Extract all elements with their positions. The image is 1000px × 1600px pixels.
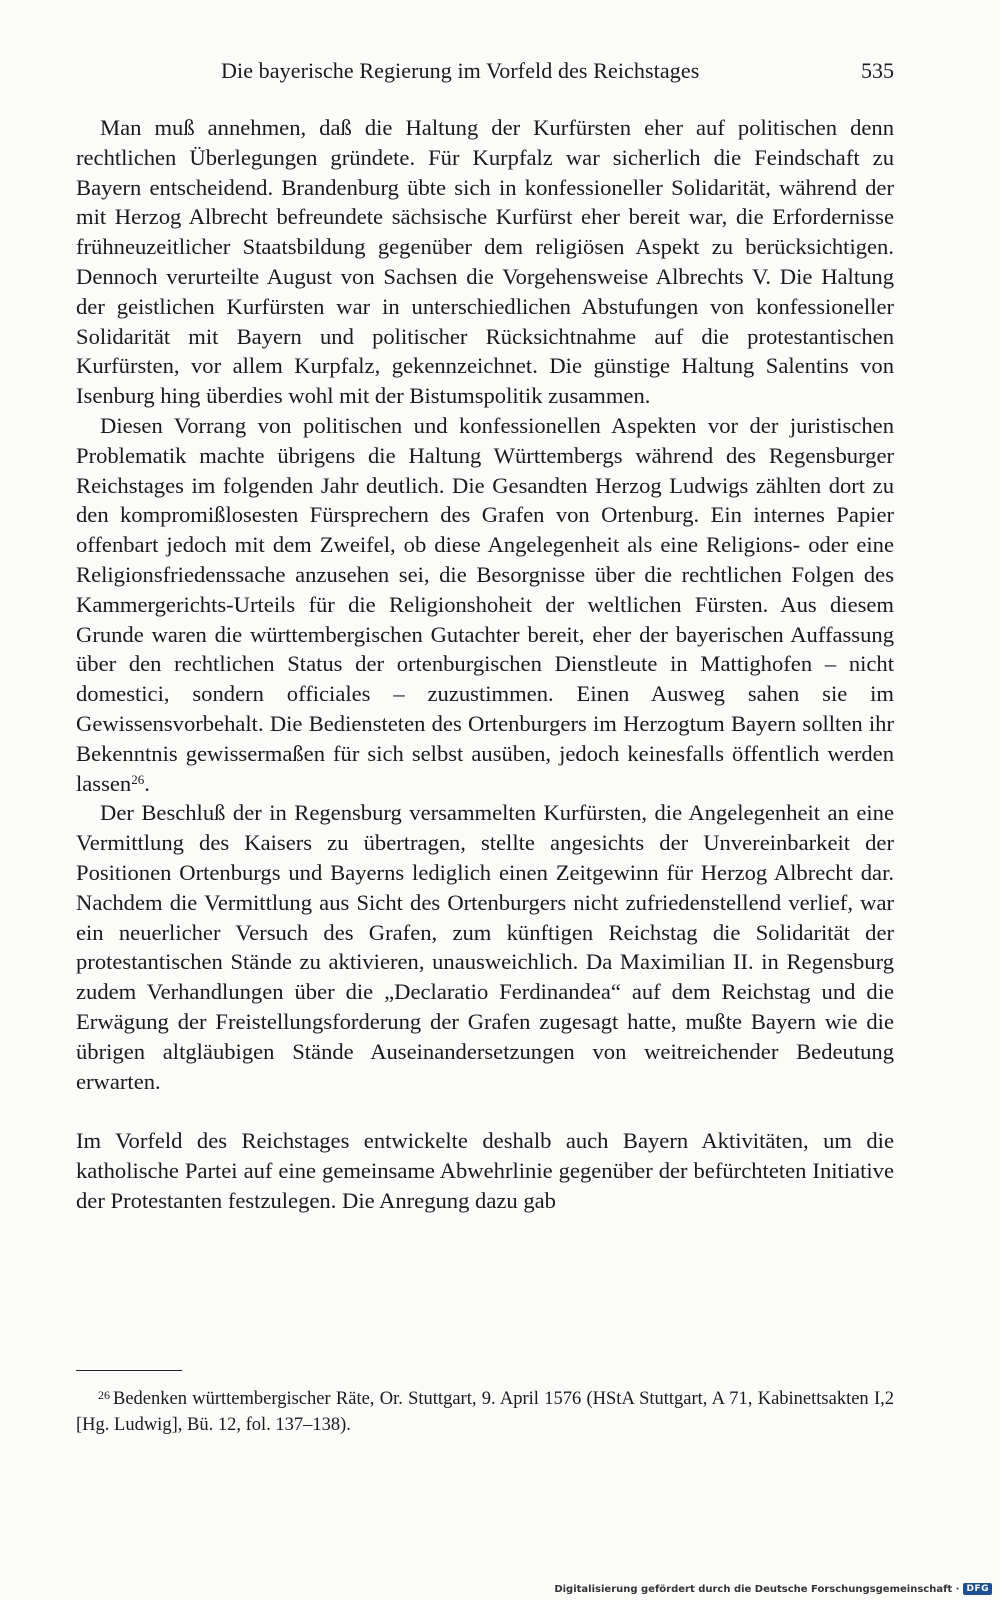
- credit-text: Digitalisierung gefördert durch die Deutsche Forschungsgemeinschaft ·: [554, 1583, 960, 1595]
- page-number: 535: [861, 58, 894, 83]
- page-header: [76, 54, 894, 86]
- running-title: Die bayerische Regierung im Vorfeld des Reichstages: [221, 58, 700, 83]
- footnote-divider: [76, 1370, 182, 1371]
- dfg-logo: DFG: [963, 1583, 992, 1595]
- footnote-text: Bedenken württembergischer Räte, Or. Stuttgart, 9. April 1576 (HStA Stuttgart, A 71, Kabinettsakten I,2 [Hg. Ludwig], Bü. 12, fol. 137–138).: [76, 1389, 894, 1435]
- paragraph-2-text: Diesen Vorrang von politischen und konfessionellen Aspekten vor der juristischen Problematik machte übrigens die Haltung Württembergs während des Regensburger Reichstages im folgenden Jahr deutlich. Die Gesandten Herzog Ludwigs zählten dort zu den kompromißlosesten Fürsprechern des Grafen von Ortenburg. Ein internes Papier offenbart jedoch mit dem Zweifel, ob diese Angelegenheit als eine Religions- oder eine Religionsfriedenssache anzusehen sei, die Besorgnisse über die rechtlichen Folgen des Kammergerichts-Urteils für die Religionshoheit der weltlichen Fürsten. Aus diesem Grunde waren die württembergischen Gutachter bereit, eher der bayerischen Auffassung über den rechtlichen Status der ortenburgischen Dienstleute in Mattighofen – nicht domestici, sondern officiales – zuzustimmen. Einen Ausweg sahen sie im Gewissensvorbehalt. Die Bediensteten des Ortenburgers im Herzogtum Bayern sollten ihr Bekenntnis gewissermaßen für sich selbst ausüben, jedoch keinesfalls öffentlich werden lassen: [76, 412, 894, 796]
- paragraph-2-end: .: [144, 770, 150, 796]
- footnote-reference[interactable]: 26: [131, 771, 145, 787]
- paragraph-1: Man muß annehmen, daß die Haltung der Kurfürsten eher auf politischen denn rechtlichen Überlegungen gründete. Für Kurpfalz war sicherlich die Feindschaft zu Bayern entscheidend. Brandenburg übte sich in konfessioneller Solidarität, während der mit Herzog Albrecht befreundete sächsische Kurfürst eher bereit war, die Erfordernisse frühneuzeitlicher Staatsbildung gegenüber dem religiösen Aspekt zu berücksichtigen. Dennoch verurteilte August von Sachsen die Vorgehensweise Albrechts V. Die Haltung der geistlichen Kurfürsten war in unterschiedlichen Abstufungen von konfessioneller Solidarität mit Bayern und politischer Rücksichtnahme auf die protestantischen Kurfürsten, vor allem Kurpfalz, gekennzeichnet. Die günstige Haltung Salentins von Isenburg hing überdies wohl mit der Bistumspolitik zusammen.: [76, 115, 894, 409]
- paragraph-2: [76, 411, 894, 798]
- body-text: [76, 113, 894, 1216]
- footnote: [76, 1382, 894, 1438]
- paragraph-3: Der Beschluß der in Regensburg versammelten Kurfürsten, die Angelegenheit an eine Vermittlung des Kaisers zu übertragen, stellte angesichts der Unvereinbarkeit der Positionen Ortenburgs und Bayerns lediglich einen Zeitgewinn für Herzog Albrecht dar. Nachdem die Vermittlung aus Sicht des Ortenburgers nicht zufriedenstellend verlief, war ein neuerlicher Versuch des Grafen, zum künftigen Reichstag die Solidarität der protestantischen Stände zu aktivieren, unausweichlich. Da Maximilian II. in Regensburg zudem Verhandlungen über die „Declaratio Ferdinandea“ auf dem Reichstag und die Erwägung der Freistellungsforderung der Grafen zugesagt hatte, mußte Bayern wie die übrigen altgläubigen Stände Auseinandersetzungen von weitreichender Bedeutung erwarten.: [76, 800, 894, 1094]
- footnote-mark: 26: [98, 1388, 110, 1402]
- paragraph-4: Im Vorfeld des Reichstages entwickelte deshalb auch Bayern Aktivitäten, um die katholische Partei auf eine gemeinsame Abwehrlinie gegenüber der befürchteten Initiative der Protestanten festzulegen. Die Anregung dazu gab: [76, 1128, 894, 1213]
- digitization-credit: [554, 1583, 992, 1595]
